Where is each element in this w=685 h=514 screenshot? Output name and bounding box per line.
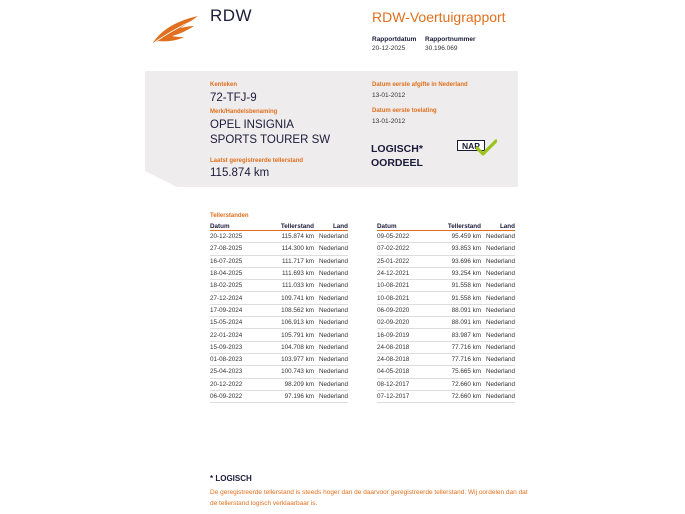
cell-date: 16-07-2025 <box>210 255 266 267</box>
table-row <box>210 341 348 353</box>
first-issue-label: Datum eerste afgifte in Nederland <box>372 82 468 88</box>
cell-land: Nederland <box>481 353 515 365</box>
cell-km: 83.987 km <box>433 329 481 341</box>
cell-land: Nederland <box>314 366 348 378</box>
table-row <box>377 390 515 402</box>
cell-date: 15-05-2024 <box>210 317 266 329</box>
cell-date: 09-05-2022 <box>377 231 433 243</box>
cell-date: 27-08-2025 <box>210 243 266 255</box>
cell-date: 15-09-2023 <box>210 341 266 353</box>
cell-date: 06-09-2020 <box>377 304 433 316</box>
cell-date: 04-05-2018 <box>377 366 433 378</box>
report-date-label: Rapportdatum <box>372 36 417 43</box>
verdict-line-2: OORDEEL <box>371 157 423 169</box>
cell-date: 18-02-2025 <box>210 280 266 292</box>
cell-land: Nederland <box>314 243 348 255</box>
report-title: RDW-Voertuigrapport <box>372 9 506 25</box>
cell-km: 95.459 km <box>433 231 481 243</box>
table-header-row <box>210 222 348 231</box>
table-row <box>210 267 348 279</box>
report-number-label: Rapportnummer <box>425 36 476 43</box>
cell-land: Nederland <box>481 267 515 279</box>
cell-date: 27-12-2024 <box>210 292 266 304</box>
table-row <box>210 280 348 292</box>
cell-land: Nederland <box>481 390 515 402</box>
cell-land: Nederland <box>314 317 348 329</box>
table-row <box>210 329 348 341</box>
col-date: Datum <box>210 222 266 231</box>
cell-land: Nederland <box>481 366 515 378</box>
cell-land: Nederland <box>481 317 515 329</box>
cell-land: Nederland <box>481 304 515 316</box>
cell-km: 104.708 km <box>266 341 314 353</box>
report-number: 30.196.069 <box>425 45 458 52</box>
table-row <box>210 304 348 316</box>
table-row <box>210 292 348 304</box>
cell-km: 77.716 km <box>433 353 481 365</box>
table-header-row <box>377 222 515 231</box>
cell-land: Nederland <box>314 280 348 292</box>
cell-date: 24-08-2018 <box>377 341 433 353</box>
table-row <box>377 353 515 365</box>
cell-land: Nederland <box>314 231 348 243</box>
cell-date: 07-02-2022 <box>377 243 433 255</box>
table-row <box>210 390 348 402</box>
cell-land: Nederland <box>481 280 515 292</box>
cell-date: 10-08-2021 <box>377 280 433 292</box>
cell-date: 07-12-2017 <box>377 390 433 402</box>
cell-date: 01-08-2023 <box>210 353 266 365</box>
table-row <box>377 304 515 316</box>
cell-km: 111.033 km <box>266 280 314 292</box>
table-row <box>377 231 515 243</box>
cell-land: Nederland <box>481 231 515 243</box>
cell-land: Nederland <box>314 378 348 390</box>
table-row <box>377 267 515 279</box>
readings-table-left <box>210 222 348 403</box>
cell-land: Nederland <box>314 390 348 402</box>
col-land: Land <box>481 222 515 231</box>
cell-date: 16-09-2019 <box>377 329 433 341</box>
plate-label: Kenteken <box>210 82 238 88</box>
table-row <box>377 341 515 353</box>
cell-km: 93.853 km <box>433 243 481 255</box>
cell-km: 114.300 km <box>266 243 314 255</box>
cell-date: 25-01-2022 <box>377 255 433 267</box>
vehicle-panel <box>145 71 518 187</box>
cell-land: Nederland <box>314 329 348 341</box>
table-row <box>210 243 348 255</box>
verdict <box>371 142 441 170</box>
cell-km: 72.660 km <box>433 390 481 402</box>
make-label: Merk/Handelsbenaming <box>210 109 278 115</box>
cell-km: 98.209 km <box>266 378 314 390</box>
table-row <box>210 353 348 365</box>
table-row <box>377 292 515 304</box>
cell-km: 93.696 km <box>433 255 481 267</box>
cell-land: Nederland <box>314 292 348 304</box>
rdw-logo-icon <box>150 14 202 46</box>
cell-date: 08-12-2017 <box>377 378 433 390</box>
last-odo-value: 115.874 km <box>210 167 270 179</box>
cell-land: Nederland <box>314 304 348 316</box>
cell-date: 10-08-2021 <box>377 292 433 304</box>
table-row <box>210 378 348 390</box>
cell-land: Nederland <box>481 255 515 267</box>
table-row <box>377 329 515 341</box>
nap-check-icon <box>457 139 497 157</box>
cell-km: 93.254 km <box>433 267 481 279</box>
col-km: Tellerstand <box>266 222 314 231</box>
cell-km: 72.660 km <box>433 378 481 390</box>
cell-km: 111.693 km <box>266 267 314 279</box>
cell-km: 77.716 km <box>433 341 481 353</box>
cell-date: 17-09-2024 <box>210 304 266 316</box>
note-text: De geregistreerde tellerstand is steeds hoger dan de daarvoor geregistreerde tellerstand. Wij oordelen dan dat de tellerstand logisch verklaarbaar is. <box>210 489 528 507</box>
make-line-1: OPEL INSIGNIA <box>210 119 294 131</box>
cell-km: 106.913 km <box>266 317 314 329</box>
cell-km: 108.562 km <box>266 304 314 316</box>
plate-value: 72-TFJ-9 <box>210 92 257 104</box>
cell-km: 75.665 km <box>433 366 481 378</box>
cell-km: 88.091 km <box>433 304 481 316</box>
cell-km: 111.717 km <box>266 255 314 267</box>
first-admission-value: 13-01-2012 <box>372 118 406 125</box>
readings-table-right <box>377 222 515 403</box>
col-km: Tellerstand <box>433 222 481 231</box>
brand-name: RDW <box>210 6 253 25</box>
cell-km: 105.791 km <box>266 329 314 341</box>
cell-date: 24-08-2018 <box>377 353 433 365</box>
cell-km: 91.558 km <box>433 280 481 292</box>
cell-land: Nederland <box>481 243 515 255</box>
table-row <box>377 317 515 329</box>
cell-km: 88.091 km <box>433 317 481 329</box>
cell-land: Nederland <box>481 292 515 304</box>
nap-label: NAP <box>462 141 480 151</box>
make-line-2: SPORTS TOURER SW <box>210 134 331 146</box>
cell-date: 20-12-2025 <box>210 231 266 243</box>
col-date: Datum <box>377 222 433 231</box>
report-date: 20-12-2025 <box>372 45 406 52</box>
cell-date: 22-01-2024 <box>210 329 266 341</box>
cell-km: 97.196 km <box>266 390 314 402</box>
cell-date: 18-04-2025 <box>210 267 266 279</box>
table-row <box>377 366 515 378</box>
table-row <box>377 378 515 390</box>
cell-land: Nederland <box>314 255 348 267</box>
readings-title: Tellerstanden <box>210 213 249 219</box>
cell-land: Nederland <box>481 341 515 353</box>
note-title: * LOGISCH <box>210 474 252 483</box>
cell-date: 20-12-2022 <box>210 378 266 390</box>
cell-land: Nederland <box>314 353 348 365</box>
cell-land: Nederland <box>481 329 515 341</box>
table-row <box>210 317 348 329</box>
table-row <box>210 366 348 378</box>
cell-km: 91.558 km <box>433 292 481 304</box>
first-admission-label: Datum eerste toelating <box>372 108 437 114</box>
cell-land: Nederland <box>314 267 348 279</box>
cell-date: 25-04-2023 <box>210 366 266 378</box>
cell-land: Nederland <box>314 341 348 353</box>
cell-km: 115.874 km <box>266 231 314 243</box>
first-issue-value: 13-01-2012 <box>372 92 406 99</box>
cell-date: 02-09-2020 <box>377 317 433 329</box>
table-row <box>210 231 348 243</box>
table-row <box>377 243 515 255</box>
cell-km: 100.743 km <box>266 366 314 378</box>
col-land: Land <box>314 222 348 231</box>
table-row <box>377 280 515 292</box>
cell-date: 24-12-2021 <box>377 267 433 279</box>
table-row <box>377 255 515 267</box>
cell-land: Nederland <box>481 378 515 390</box>
verdict-line-1: LOGISCH* <box>371 143 423 155</box>
cell-date: 06-09-2022 <box>210 390 266 402</box>
table-row <box>210 255 348 267</box>
last-odo-label: Laatst geregistreerde tellerstand <box>210 158 304 164</box>
cell-km: 103.977 km <box>266 353 314 365</box>
cell-km: 109.741 km <box>266 292 314 304</box>
